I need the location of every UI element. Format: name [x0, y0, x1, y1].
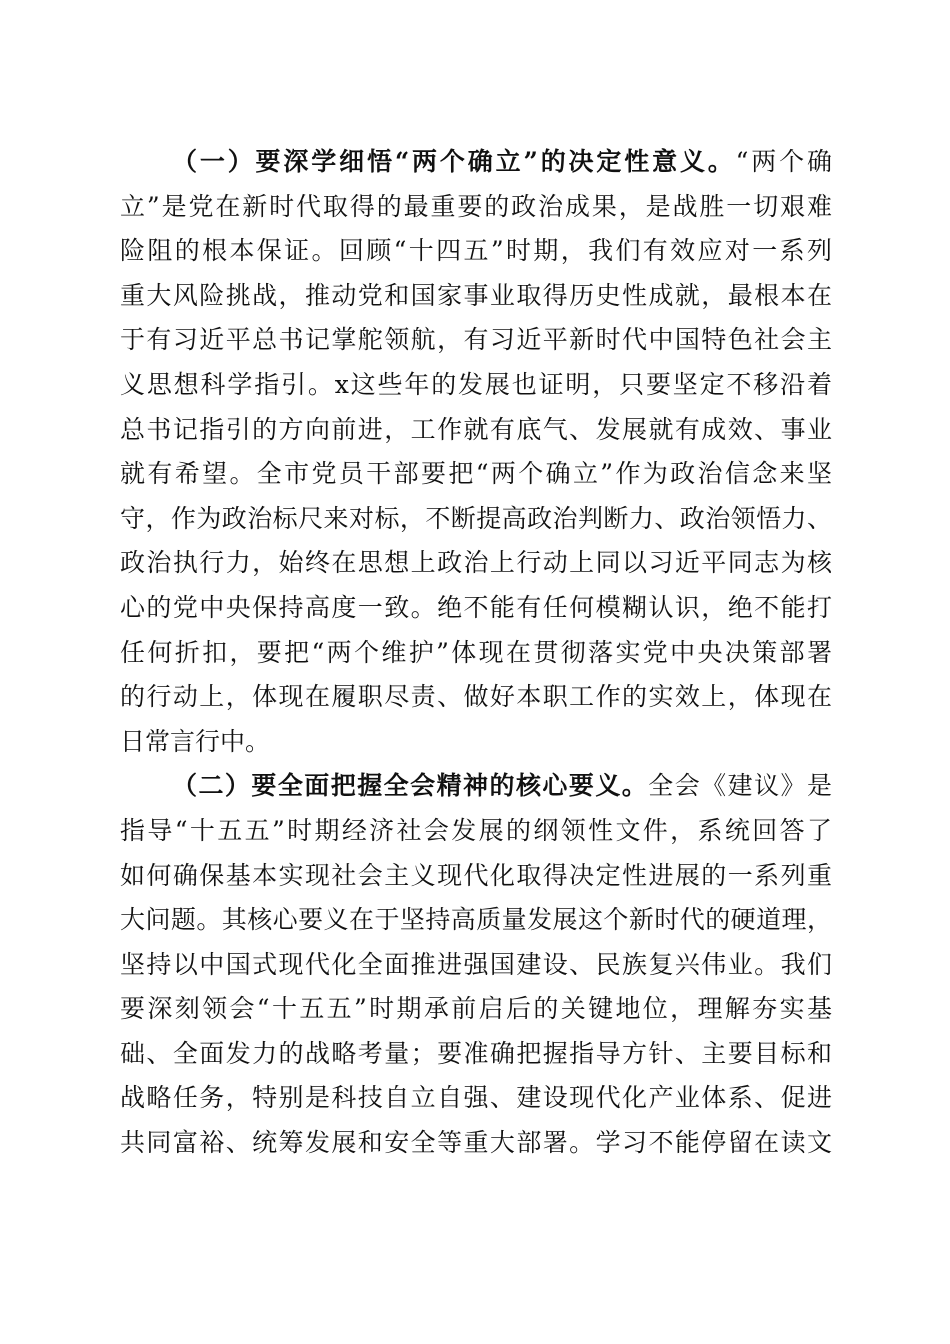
- text-line: 政治执行力，始终在思想上政治上行动上同以习近平同志为核: [120, 548, 832, 578]
- text-line: 就有希望。全市党员干部要把“两个确立”作为政治信念来坚: [120, 459, 832, 489]
- text-line: 共同富裕、统筹发展和安全等重大部署。学习不能停留在读文: [120, 1128, 832, 1158]
- section-heading: （一）要深学细悟“两个确立”的决定性意义。: [172, 147, 736, 176]
- text-line: 大问题。其核心要义在于坚持高质量发展这个新时代的硬道理，: [120, 905, 832, 935]
- text-line: 日常言行中。: [120, 726, 271, 756]
- text-line: [120, 140, 832, 185]
- section-heading: （二）要全面把握全会精神的核心要义。: [172, 771, 649, 801]
- text-line: 立”是党在新时代取得的最重要的政治成果，是战胜一切艰难: [120, 191, 832, 221]
- text-line: 坚持以中国式现代化全面推进强国建设、民族复兴伟业。我们: [120, 949, 832, 979]
- text-line: 战略任务，特别是科技自立自强、建设现代化产业体系、促进: [120, 1083, 832, 1113]
- text-span: “两个确: [735, 147, 833, 176]
- text-line: 险阻的根本保证。回顾“十四五”时期，我们有效应对一系列: [120, 236, 832, 266]
- text-line: 守，作为政治标尺来对标，不断提高政治判断力、政治领悟力、: [120, 503, 832, 533]
- text-line: 要深刻领会“十五五”时期承前启后的关键地位，理解夯实基: [120, 994, 832, 1024]
- text-line: 础、全面发力的战略考量；要准确把握指导方针、主要目标和: [120, 1038, 832, 1068]
- text-line: 重大风险挑战，推动党和国家事业取得历史性成就，最根本在: [120, 280, 832, 310]
- text-line: 任何折扣，要把“两个维护”体现在贯彻落实党中央决策部署: [120, 637, 832, 667]
- paragraph-2: [120, 764, 832, 1165]
- text-line: 如何确保基本实现社会主义现代化取得决定性进展的一系列重: [120, 860, 832, 890]
- text-line: 总书记指引的方向前进，工作就有底气、发展就有成效、事业: [120, 414, 832, 444]
- paragraph-1: [120, 140, 832, 764]
- text-line: 的行动上，体现在履职尽责、做好本职工作的实效上，体现在: [120, 682, 832, 712]
- text-line: 心的党中央保持高度一致。绝不能有任何模糊认识，绝不能打: [120, 592, 832, 622]
- text-span: 全会《建议》是: [648, 771, 832, 801]
- text-line: 义思想科学指引。x这些年的发展也证明，只要坚定不移沿着: [120, 369, 832, 399]
- text-line: 指导“十五五”时期经济社会发展的纲领性文件，系统回答了: [120, 815, 832, 845]
- document-page: [120, 140, 832, 1166]
- text-line: [120, 764, 832, 809]
- text-line: 于有习近平总书记掌舵领航，有习近平新时代中国特色社会主: [120, 325, 832, 355]
